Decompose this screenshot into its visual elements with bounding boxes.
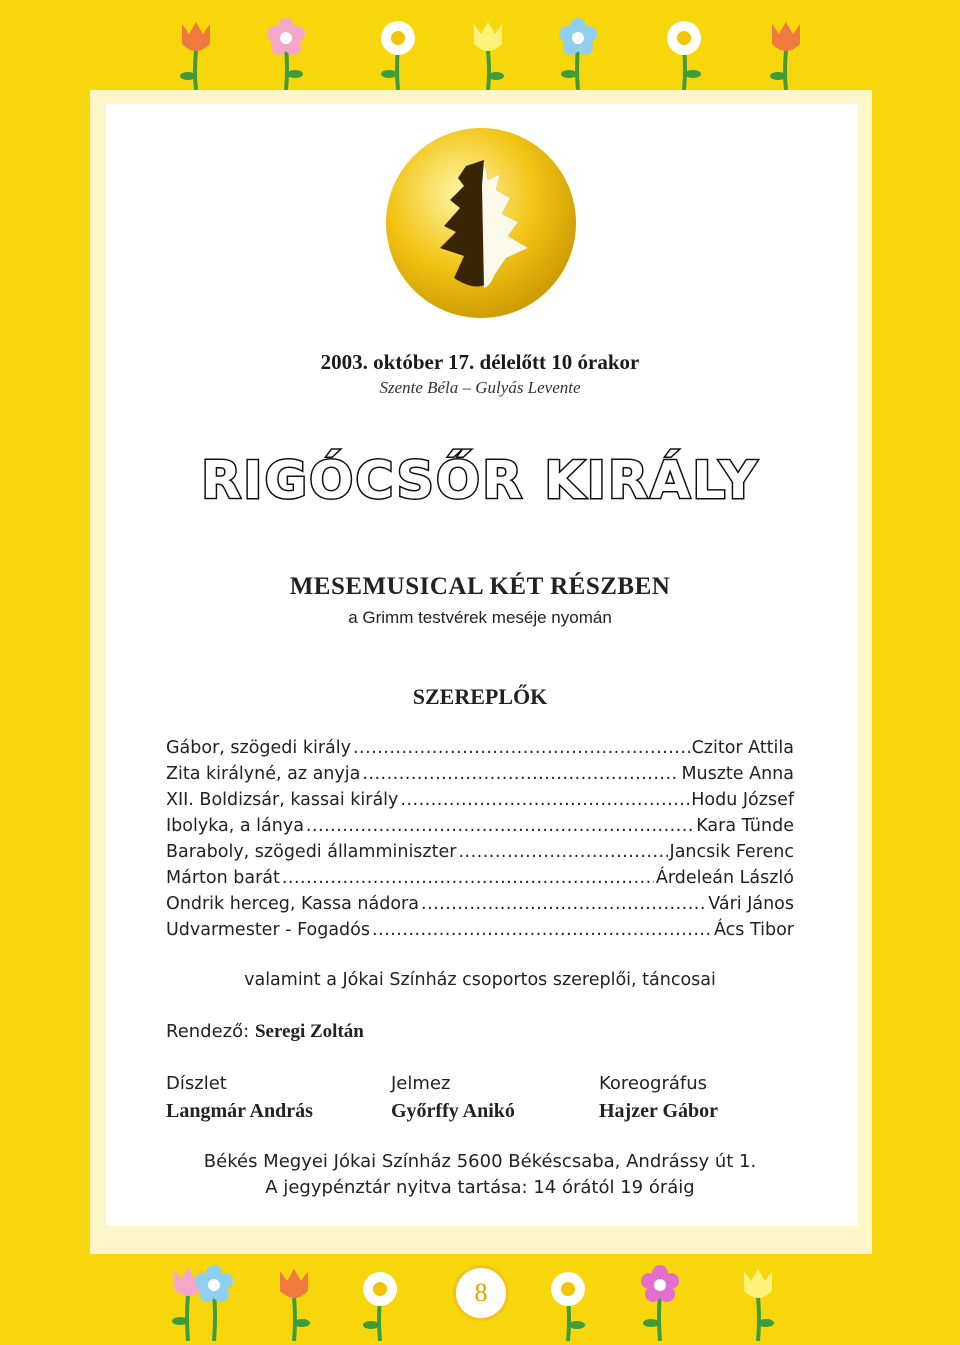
tulip-icon [280, 1269, 310, 1341]
cast-row [166, 894, 794, 920]
director-label: Rendező: [166, 1021, 250, 1042]
cast-actor: Ács Tibor [714, 920, 794, 940]
crew-set-design [166, 1073, 313, 1123]
director-name: Seregi Zoltán [254, 1021, 364, 1042]
crew-name: Győrffy Anikó [391, 1100, 515, 1122]
cast-row [166, 816, 794, 842]
cast-actor: Muszte Anna [681, 764, 794, 784]
crew-choreographer [599, 1073, 718, 1123]
cast-role: Baraboly, szögedi államminiszter [166, 842, 457, 862]
cast-actor: Kara Tünde [696, 816, 794, 836]
flower-icon [559, 18, 597, 90]
cast-row [166, 764, 794, 790]
flower-icon [267, 18, 305, 90]
cast-actor: Czitor Attila [691, 738, 794, 758]
dot-leader [362, 764, 679, 784]
dot-leader [458, 842, 667, 862]
dot-leader [353, 738, 690, 758]
cast-actor: Árdeleán László [655, 868, 794, 888]
cast-list [166, 738, 794, 946]
dot-leader [306, 816, 694, 836]
cast-row [166, 738, 794, 764]
cast-actor: Vári János [708, 894, 794, 914]
dot-leader [421, 894, 706, 914]
performance-date: 2003. október 17. délelőtt 10 órakor [320, 350, 640, 374]
crew-label: Koreográfus [599, 1073, 707, 1094]
page-number: 8 [453, 1265, 509, 1321]
flower-border-top [0, 0, 960, 90]
cast-role: Udvarmester - Fogadós [166, 920, 370, 940]
authors: Szente Béla – Gulyás Levente [379, 378, 581, 397]
cast-row [166, 842, 794, 868]
cast-role: XII. Boldizsár, kassai király [166, 790, 399, 810]
flower-icon [641, 1265, 679, 1341]
theatre-address: Békés Megyei Jókai Színház 5600 Békéscsaba, Andrássy út 1. [203, 1151, 757, 1172]
cast-actor: Hodu József [691, 790, 794, 810]
crew-label: Jelmez [391, 1073, 451, 1094]
cast-role: Ibolyka, a lánya [166, 816, 304, 836]
daisy-icon [363, 1272, 397, 1341]
cast-actor: Jancsik Ferenc [669, 842, 794, 862]
cast-role: Gábor, szögedi király [166, 738, 351, 758]
daisy-icon [381, 21, 415, 90]
cast-role: Zita királyné, az anyja [166, 764, 361, 784]
dot-leader [400, 790, 689, 810]
dot-leader [372, 920, 712, 940]
box-office-hours: A jegypénztár nyitva tartása: 14 órától 19 óráig [265, 1177, 695, 1198]
tulip-icon [474, 22, 504, 90]
show-subtitle: MESEMUSICAL KÉT RÉSZBEN [289, 573, 671, 600]
daisy-icon [667, 21, 701, 90]
theatre-logo [384, 126, 578, 320]
show-subline: a Grimm testvérek meséje nyomán [348, 608, 612, 627]
tulip-icon [770, 22, 800, 90]
dot-leader [282, 868, 654, 888]
crew-name: Langmár András [166, 1100, 313, 1122]
crew-costume [391, 1073, 515, 1123]
cast-row [166, 920, 794, 946]
flower-icon [195, 1265, 233, 1341]
crew-label: Díszlet [166, 1073, 227, 1094]
tulip-icon [744, 1269, 774, 1341]
cast-role: Márton barát [166, 868, 280, 888]
show-title [180, 448, 780, 518]
crew-name: Hajzer Gábor [599, 1100, 719, 1122]
director-line [166, 1021, 364, 1043]
ensemble-note: valamint a Jókai Színház csoportos szereplői, táncosai [244, 970, 716, 990]
tulip-icon [180, 22, 210, 90]
daisy-icon [551, 1272, 585, 1341]
cast-role: Ondrik herceg, Kassa nádora [166, 894, 419, 914]
cast-row [166, 868, 794, 894]
cast-heading: SZEREPLŐK [412, 684, 548, 709]
show-title-text: RIGÓCSŐR KIRÁLY [201, 451, 759, 511]
cast-row [166, 790, 794, 816]
